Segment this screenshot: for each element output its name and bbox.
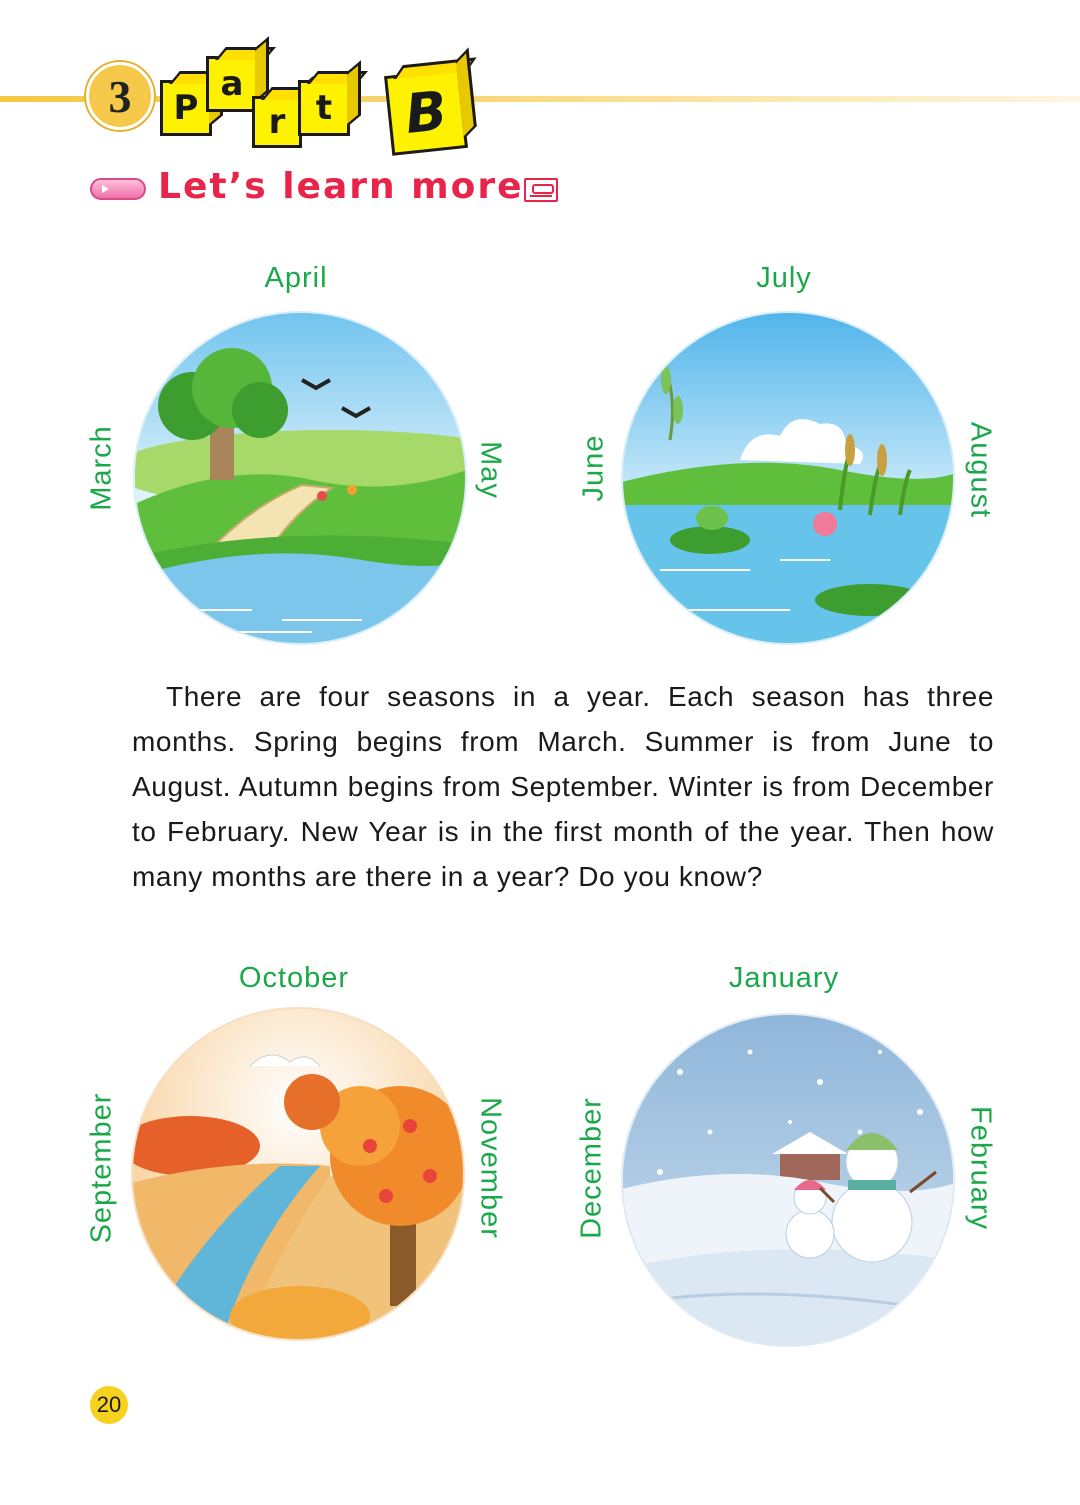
month-label-january: January bbox=[728, 962, 840, 994]
part-letter-t: t bbox=[315, 88, 333, 128]
part-letter-r: r bbox=[268, 102, 286, 142]
month-label-february: February bbox=[964, 1105, 997, 1231]
part-letter-a: a bbox=[220, 64, 244, 104]
reading-paragraph: There are four seasons in a year. Each season has three months. Spring begins from March. Summer is from June to August. Autumn begins from September. Winter is from December to February. New Year is in the first month of the year. Then how many months are there in a year? Do you know? bbox=[132, 681, 994, 892]
month-label-december: December bbox=[575, 1097, 608, 1239]
month-label-november: November bbox=[474, 1097, 507, 1239]
month-label-march: March bbox=[85, 425, 118, 511]
month-label-september: September bbox=[85, 1092, 118, 1244]
part-letter-p: P bbox=[173, 88, 199, 128]
month-label-april: April bbox=[264, 262, 328, 294]
part-block-a bbox=[206, 56, 258, 112]
winter-illustration bbox=[620, 1012, 956, 1348]
month-label-june: June bbox=[577, 434, 610, 502]
part-block-t bbox=[298, 80, 350, 136]
part-block-r bbox=[252, 96, 302, 148]
autumn-illustration bbox=[130, 1006, 466, 1342]
part-block-b bbox=[384, 68, 468, 156]
summer-illustration bbox=[620, 310, 956, 646]
page-number: 20 bbox=[90, 1386, 128, 1424]
cassette-icon[interactable] bbox=[524, 178, 558, 202]
spring-illustration bbox=[132, 310, 468, 646]
part-letter-b: B bbox=[402, 78, 450, 146]
tape-icon bbox=[90, 178, 146, 200]
month-label-august: August bbox=[964, 421, 997, 519]
month-label-may: May bbox=[474, 441, 507, 499]
month-label-october: October bbox=[238, 962, 350, 994]
month-label-july: July bbox=[756, 262, 812, 294]
unit-number-badge: 3 bbox=[86, 62, 154, 130]
section-title: Let’s learn more bbox=[158, 166, 524, 207]
part-block-p bbox=[160, 80, 212, 136]
